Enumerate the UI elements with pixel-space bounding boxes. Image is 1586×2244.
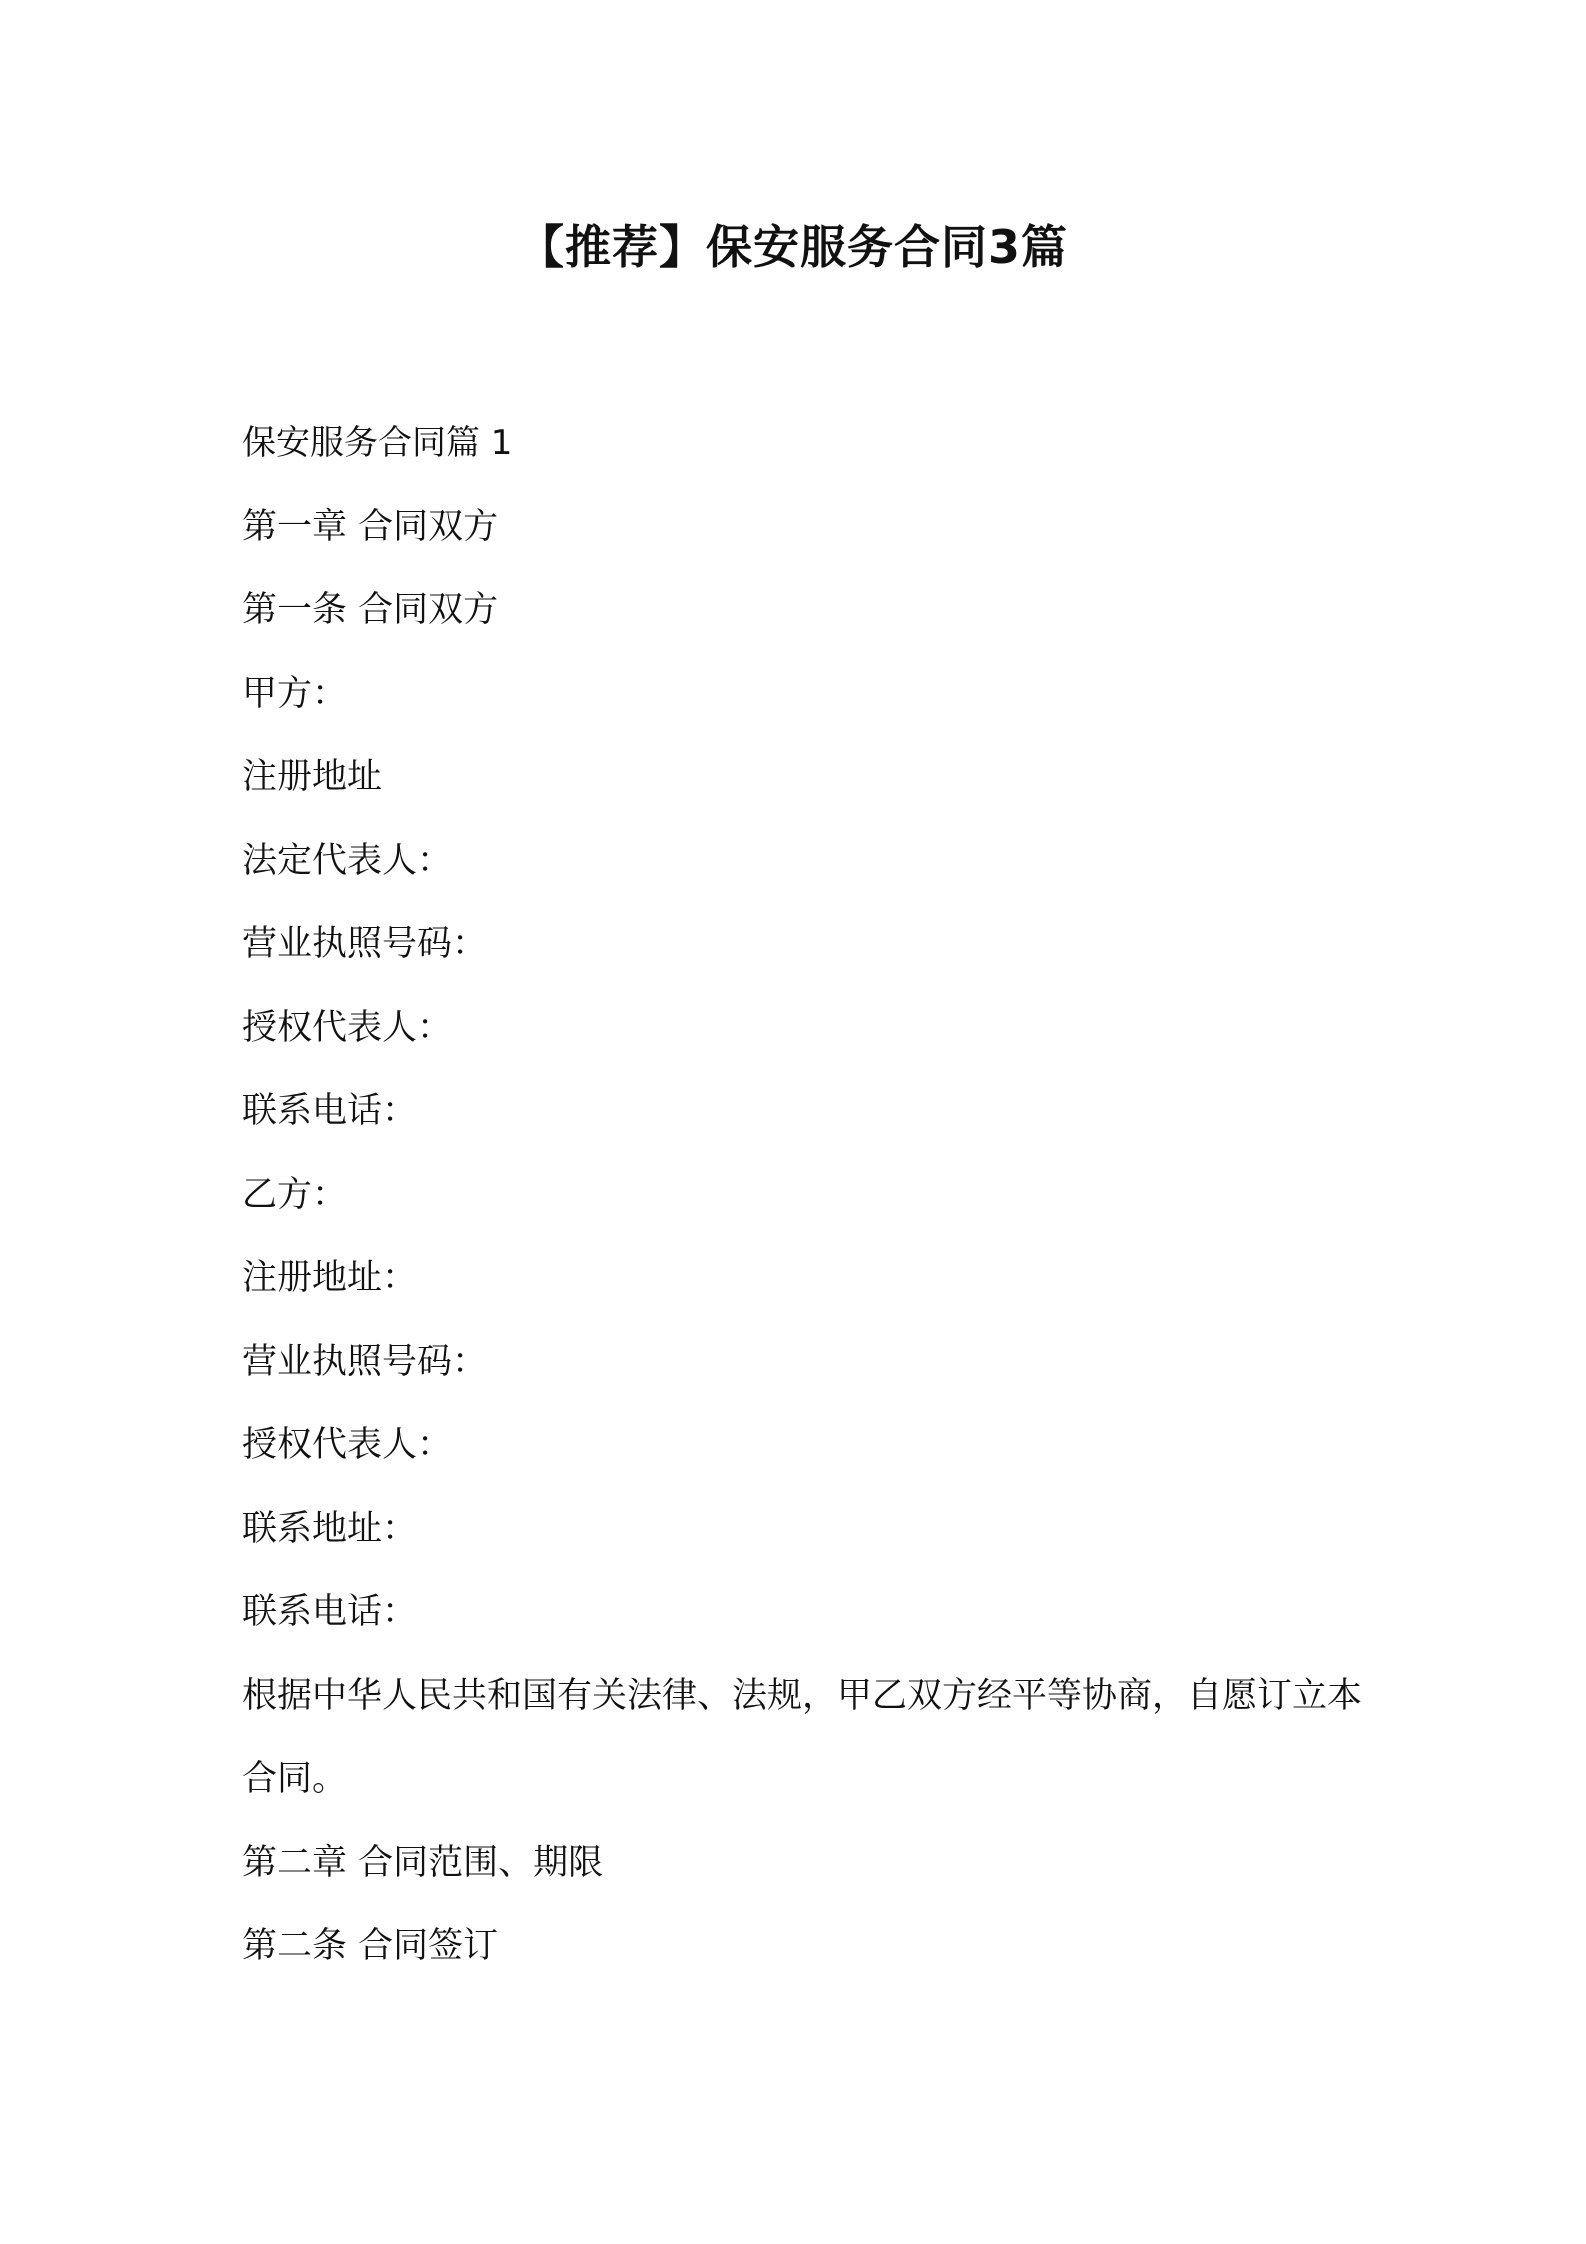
article-heading: 第一条 合同双方 [242,590,499,630]
party-b-address-label: 注册地址： [242,1258,418,1298]
party-b-authorized-rep-label: 授权代表人： [242,1425,453,1465]
chapter-heading: 第一章 合同双方 [242,506,499,547]
article-heading: 第二条 合同签订 [242,1926,499,1966]
party-a-license-label: 营业执照号码： [242,924,488,964]
party-a-legal-rep-label: 法定代表人： [242,840,453,881]
party-a-address-label: 注册地址 [242,757,383,797]
party-b-license-label: 营业执照号码： [242,1341,488,1382]
party-a-label: 甲方： [242,673,348,714]
party-b-contact-address-label: 联系地址： [242,1508,418,1549]
party-b-label: 乙方： [242,1174,348,1215]
party-b-phone-label: 联系电话： [242,1592,418,1632]
document-body [242,402,1362,1989]
preamble-paragraph: 根据中华人民共和国有关法律、法规，甲乙双方经平等协商，自愿订立本合同。 [242,1675,1363,1799]
chapter-heading: 第二章 合同范围、期限 [242,1842,604,1883]
party-a-phone-label: 联系电话： [242,1091,418,1131]
party-a-authorized-rep-label: 授权代表人： [242,1007,453,1048]
section-heading: 保安服务合同篇 1 [242,423,513,463]
document-title: 【推荐】保安服务合同3篇 [517,220,1068,274]
